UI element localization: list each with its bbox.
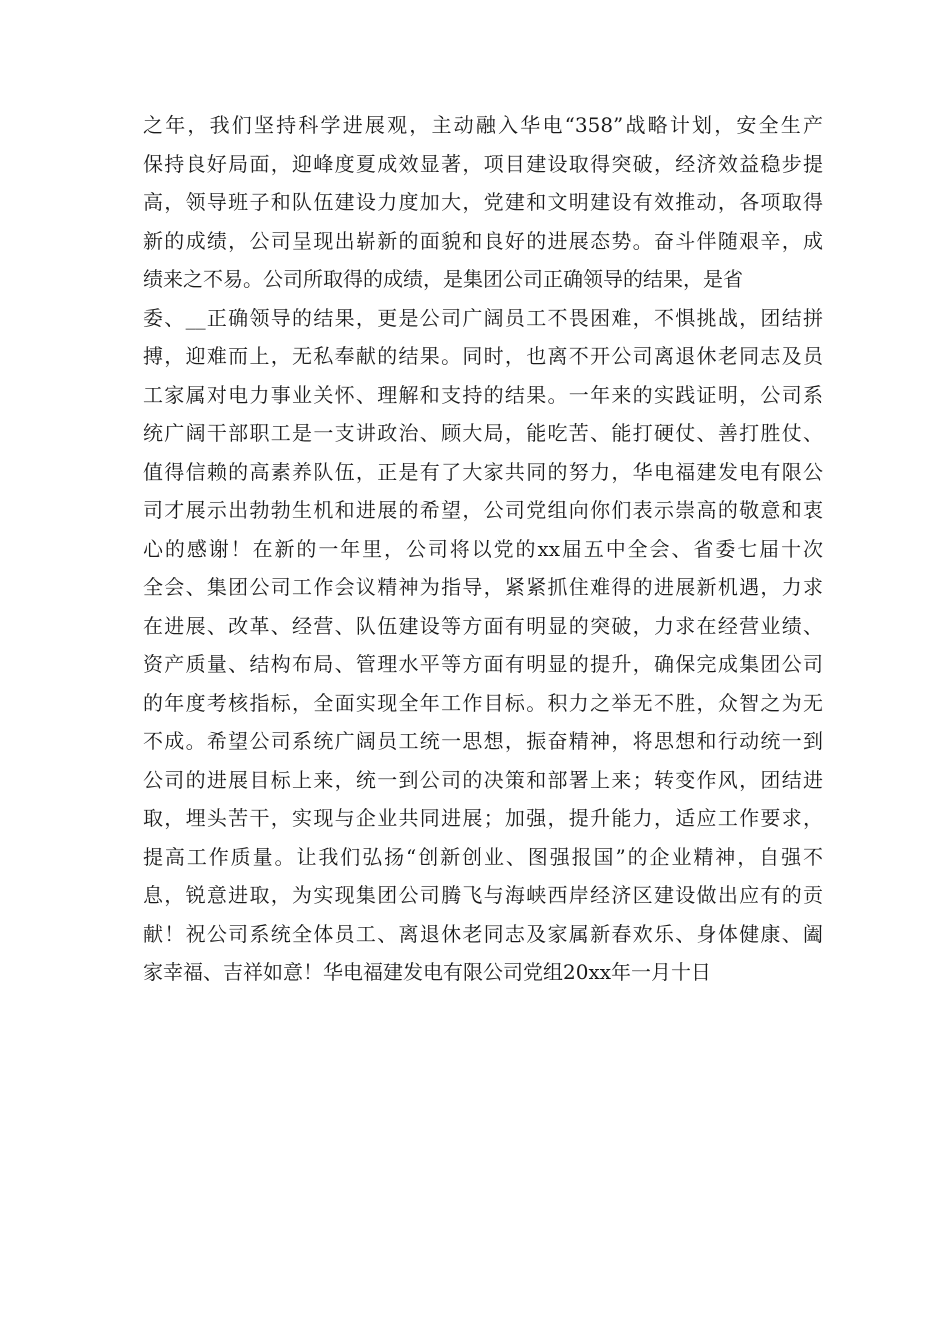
- text-line: 心的感谢！在新的一年里，公司将以党的xx届五中全会、省委七届十次: [143, 536, 823, 561]
- text-line: 委、__正确领导的结果，更是公司广阔员工不畏困难，不惧挑战，团结拼: [143, 305, 823, 330]
- text-line: 工家属对电力事业关怀、理解和支持的结果。一年来的实践证明，公司系: [143, 382, 823, 407]
- text-line: 献！祝公司系统全体员工、离退休老同志及家属新春欢乐、身体健康、阖: [143, 921, 823, 946]
- text-line: 公司的进展目标上来，统一到公司的决策和部署上来；转变作风，团结进: [143, 767, 823, 792]
- text-line: 资产质量、结构布局、管理水平等方面有明显的提升，确保完成集团公司: [143, 652, 823, 676]
- text-line: 不成。希望公司系统广阔员工统一思想，振奋精神，将思想和行动统一到: [143, 729, 823, 753]
- text-line: 搏，迎难而上，无私奉献的结果。同时，也离不开公司离退休老同志及员: [143, 344, 823, 368]
- text-line: 全会、集团公司工作会议精神为指导，紧紧抓住难得的进展新机遇，力求: [143, 575, 823, 599]
- text-line: 新的成绩，公司呈现出崭新的面貌和良好的进展态势。奋斗伴随艰辛，成: [143, 228, 823, 253]
- text-line: 的年度考核指标，全面实现全年工作目标。积力之举无不胜，众智之为无: [143, 690, 823, 715]
- text-line: 统广阔干部职工是一支讲政治、顾大局，能吃苦、能打硬仗、善打胜仗、: [143, 421, 823, 445]
- text-line: 高，领导班子和队伍建设力度加大，党建和文明建设有效推动，各项取得: [143, 190, 823, 214]
- text-line: 绩来之不易。公司所取得的成绩，是集团公司正确领导的结果，是省: [143, 267, 743, 291]
- text-line: 取，埋头苦干，实现与企业共同进展；加强，提升能力，适应工作要求，: [143, 806, 823, 830]
- text-line: 提高工作质量。让我们弘扬“创新创业、图强报国”的企业精神，自强不: [143, 844, 823, 869]
- text-line: 值得信赖的高素养队伍，正是有了大家共同的努力，华电福建发电有限公: [143, 459, 823, 484]
- text-line: 保持良好局面，迎峰度夏成效显著，项目建设取得突破，经济效益稳步提: [143, 151, 823, 176]
- text-line: 之年，我们坚持科学进展观，主动融入华电“358”战略计划，安全生产: [143, 113, 823, 137]
- body-paragraph: [143, 106, 823, 992]
- text-line: 司才展示出勃勃生机和进展的希望，公司党组向你们表示崇高的敬意和衷: [143, 498, 823, 522]
- text-line: 在进展、改革、经营、队伍建设等方面有明显的突破，力求在经营业绩、: [143, 613, 823, 638]
- text-line: 息，锐意进取，为实现集团公司腾飞与海峡西岸经济区建设做出应有的贡: [143, 883, 823, 907]
- text-line-signature: 家幸福、吉祥如意！华电福建发电有限公司党组20xx年一月十日: [143, 960, 712, 984]
